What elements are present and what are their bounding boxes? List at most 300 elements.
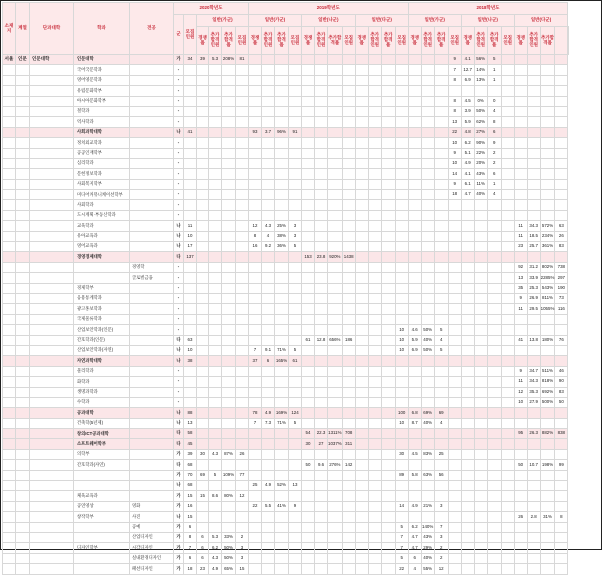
value-cell: [395, 127, 408, 137]
value-cell: 11%: [474, 179, 487, 189]
value-cell: [514, 418, 527, 428]
value-cell: [249, 564, 262, 574]
college-cell: [30, 491, 74, 501]
value-cell: [555, 449, 568, 459]
location-cell: [3, 335, 16, 345]
value-cell: 40%: [474, 190, 487, 200]
department-cell: [74, 564, 130, 574]
value-cell: [540, 408, 555, 418]
value-cell: [302, 169, 315, 179]
value-cell: 50%: [421, 345, 434, 355]
value-cell: [368, 325, 381, 335]
value-cell: [395, 273, 408, 283]
value-cell: 39: [197, 55, 209, 65]
value-cell: [434, 65, 448, 75]
value-cell: 8: [448, 96, 461, 106]
value-cell: [461, 252, 474, 262]
value-cell: [275, 106, 289, 116]
value-cell: 56: [434, 470, 448, 480]
value-cell: 3: [289, 231, 302, 241]
value-cell: 91: [289, 127, 302, 137]
value-cell: [395, 314, 408, 324]
value-cell: 3.9: [461, 106, 474, 116]
value-cell: [395, 231, 408, 241]
value-cell: [501, 117, 514, 127]
value-cell: [262, 429, 275, 439]
gun-cell: -: [174, 106, 184, 116]
table-row: [3, 273, 569, 283]
value-cell: [555, 532, 568, 542]
value-cell: 153: [302, 252, 315, 262]
gun-cell: 나: [174, 127, 184, 137]
value-cell: 208%: [222, 55, 236, 65]
value-cell: [381, 242, 395, 252]
value-cell: [289, 429, 302, 439]
value-cell: 1311%: [328, 429, 343, 439]
value-cell: [197, 231, 209, 241]
value-cell: 25%: [275, 221, 289, 231]
value-cell: [555, 564, 568, 574]
value-cell: [527, 408, 540, 418]
major-cell: [130, 179, 174, 189]
value-cell: [236, 481, 249, 491]
value-cell: 29.5: [527, 304, 540, 314]
value-cell: [275, 491, 289, 501]
header-ga-2019-pre: 일반(가군): [197, 15, 249, 27]
value-cell: [381, 314, 395, 324]
sub-header-ratio: 경쟁률: [197, 27, 209, 55]
value-cell: [395, 491, 408, 501]
value-cell: [381, 200, 395, 210]
value-cell: 35: [514, 283, 527, 293]
value-cell: [381, 564, 395, 574]
location-cell: [3, 273, 16, 283]
value-cell: [236, 158, 249, 168]
table-row: [3, 96, 569, 106]
value-cell: [395, 481, 408, 491]
value-cell: [487, 242, 501, 252]
value-cell: [184, 387, 197, 397]
value-cell: [448, 273, 461, 283]
value-cell: [275, 325, 289, 335]
table-row: [3, 210, 569, 220]
value-cell: [474, 377, 487, 387]
value-cell: 52%: [275, 481, 289, 491]
value-cell: [448, 262, 461, 272]
value-cell: [302, 273, 315, 283]
value-cell: [289, 169, 302, 179]
department-cell: 산업보안학과(인문): [74, 325, 130, 335]
value-cell: 25: [249, 481, 262, 491]
value-cell: [555, 356, 568, 366]
value-cell: [249, 75, 262, 85]
header-2018-na: 일반(나군): [461, 15, 514, 27]
value-cell: 5.9: [408, 335, 421, 345]
value-cell: 2285%: [540, 273, 555, 283]
value-cell: [408, 242, 421, 252]
value-cell: [355, 190, 368, 200]
value-cell: [328, 397, 343, 407]
value-cell: [184, 377, 197, 387]
value-cell: [262, 148, 275, 158]
value-cell: [302, 200, 315, 210]
value-cell: [540, 55, 555, 65]
department-cell: 창작학부: [74, 512, 130, 522]
value-cell: 50: [302, 460, 315, 470]
value-cell: [302, 242, 315, 252]
value-cell: [236, 377, 249, 387]
value-cell: [289, 75, 302, 85]
department-cell: [74, 481, 130, 491]
value-cell: [540, 564, 555, 574]
value-cell: [209, 304, 222, 314]
value-cell: [236, 138, 249, 148]
value-cell: [315, 190, 328, 200]
value-cell: [487, 304, 501, 314]
value-cell: 180%: [540, 335, 555, 345]
table-row: [3, 481, 569, 491]
college-cell: [30, 522, 74, 532]
table-row: [3, 543, 569, 553]
value-cell: [197, 439, 209, 449]
value-cell: [448, 553, 461, 563]
value-cell: [184, 397, 197, 407]
value-cell: [527, 96, 540, 106]
major-cell: [130, 86, 174, 96]
value-cell: [342, 377, 355, 387]
department-cell: 산업보안학과(자연): [74, 345, 130, 355]
value-cell: [342, 293, 355, 303]
value-cell: [381, 460, 395, 470]
college-cell: [30, 314, 74, 324]
gun-cell: 가: [174, 501, 184, 511]
value-cell: 10: [448, 158, 461, 168]
value-cell: [249, 377, 262, 387]
value-cell: [289, 179, 302, 189]
value-cell: [474, 86, 487, 96]
value-cell: 4.5: [461, 96, 474, 106]
value-cell: [342, 106, 355, 116]
table-row: [3, 356, 569, 366]
value-cell: [408, 491, 421, 501]
value-cell: 190: [555, 283, 568, 293]
value-cell: [555, 75, 568, 85]
value-cell: [474, 293, 487, 303]
value-cell: [368, 190, 381, 200]
value-cell: [275, 200, 289, 210]
value-cell: [302, 65, 315, 75]
value-cell: [302, 532, 315, 542]
value-cell: [421, 210, 434, 220]
value-cell: [527, 127, 540, 137]
value-cell: [209, 231, 222, 241]
value-cell: 63%: [421, 470, 434, 480]
value-cell: [355, 55, 368, 65]
value-cell: 7: [184, 543, 197, 553]
value-cell: [461, 356, 474, 366]
location-cell: [3, 117, 16, 127]
value-cell: [381, 439, 395, 449]
major-cell: [130, 252, 174, 262]
value-cell: 18: [448, 190, 461, 200]
value-cell: [236, 356, 249, 366]
location-cell: [3, 522, 16, 532]
value-cell: [275, 532, 289, 542]
value-cell: [421, 314, 434, 324]
table-row: [3, 325, 569, 335]
value-cell: [555, 481, 568, 491]
location-cell: [3, 470, 16, 480]
value-cell: [315, 481, 328, 491]
sub-header-extra_rate: 추가합격률: [275, 27, 289, 55]
value-cell: [209, 273, 222, 283]
value-cell: [249, 522, 262, 532]
value-cell: 4: [434, 335, 448, 345]
value-cell: [434, 221, 448, 231]
value-cell: [514, 158, 527, 168]
value-cell: [342, 418, 355, 428]
value-cell: [434, 106, 448, 116]
value-cell: 80%: [222, 491, 236, 501]
value-cell: [395, 377, 408, 387]
value-cell: [249, 252, 262, 262]
gun-cell: 가: [174, 522, 184, 532]
track-cell: [16, 86, 30, 96]
value-cell: 1438: [342, 252, 355, 262]
value-cell: [395, 158, 408, 168]
table-row: [3, 169, 569, 179]
value-cell: [222, 127, 236, 137]
table-row: [3, 335, 569, 345]
value-cell: [236, 293, 249, 303]
value-cell: [448, 221, 461, 231]
value-cell: [381, 366, 395, 376]
value-cell: [408, 481, 421, 491]
value-cell: [434, 366, 448, 376]
value-cell: [328, 106, 343, 116]
value-cell: 69: [197, 470, 209, 480]
value-cell: [222, 221, 236, 231]
value-cell: 15: [236, 564, 249, 574]
location-cell: [3, 221, 16, 231]
value-cell: [315, 158, 328, 168]
value-cell: 0: [487, 96, 501, 106]
value-cell: [209, 512, 222, 522]
value-cell: [381, 55, 395, 65]
value-cell: 11: [184, 221, 197, 231]
value-cell: [289, 252, 302, 262]
value-cell: [184, 283, 197, 293]
value-cell: [368, 449, 381, 459]
department-cell: 체육교육과: [74, 491, 130, 501]
track-cell: [16, 65, 30, 75]
value-cell: [355, 314, 368, 324]
table-row: [3, 65, 569, 75]
value-cell: 61: [302, 335, 315, 345]
value-cell: [342, 169, 355, 179]
value-cell: [527, 106, 540, 116]
value-cell: [236, 439, 249, 449]
value-cell: [501, 242, 514, 252]
value-cell: [461, 543, 474, 553]
track-cell: [16, 210, 30, 220]
value-cell: [342, 190, 355, 200]
value-cell: [197, 138, 209, 148]
track-cell: [16, 262, 30, 272]
value-cell: [474, 231, 487, 241]
location-cell: [3, 231, 16, 241]
value-cell: [355, 377, 368, 387]
value-cell: [302, 397, 315, 407]
value-cell: [461, 460, 474, 470]
major-cell: 경영학: [130, 262, 174, 272]
value-cell: [328, 200, 343, 210]
header-2018-ga: 일반(가군): [408, 15, 461, 27]
value-cell: [222, 210, 236, 220]
header-major: 전공: [130, 3, 174, 55]
value-cell: 45: [184, 439, 197, 449]
value-cell: [487, 345, 501, 355]
value-cell: [501, 512, 514, 522]
college-cell: [30, 273, 74, 283]
location-cell: [3, 377, 16, 387]
value-cell: [540, 96, 555, 106]
value-cell: [328, 481, 343, 491]
value-cell: [209, 138, 222, 148]
track-cell: [16, 460, 30, 470]
value-cell: [184, 65, 197, 75]
value-cell: [540, 345, 555, 355]
value-cell: 11: [514, 221, 527, 231]
value-cell: [381, 231, 395, 241]
value-cell: [262, 314, 275, 324]
value-cell: [540, 252, 555, 262]
value-cell: [395, 283, 408, 293]
value-cell: [249, 470, 262, 480]
value-cell: 63: [555, 221, 568, 231]
value-cell: [342, 55, 355, 65]
value-cell: [197, 501, 209, 511]
value-cell: [381, 179, 395, 189]
value-cell: [487, 200, 501, 210]
value-cell: [434, 117, 448, 127]
value-cell: 41: [184, 127, 197, 137]
value-cell: [368, 532, 381, 542]
value-cell: 15: [197, 491, 209, 501]
value-cell: [408, 138, 421, 148]
major-cell: [130, 293, 174, 303]
value-cell: 543%: [540, 283, 555, 293]
value-cell: [381, 127, 395, 137]
value-cell: [395, 190, 408, 200]
value-cell: [197, 75, 209, 85]
value-cell: 21%: [421, 501, 434, 511]
value-cell: [527, 148, 540, 158]
table-row: [3, 117, 569, 127]
value-cell: [555, 179, 568, 189]
value-cell: [487, 564, 501, 574]
header-2019-na: 일반(나군): [302, 15, 356, 27]
value-cell: 9.2: [262, 242, 275, 252]
value-cell: [302, 210, 315, 220]
value-cell: [381, 190, 395, 200]
value-cell: [249, 210, 262, 220]
value-cell: [461, 242, 474, 252]
value-cell: [421, 439, 434, 449]
value-cell: [514, 314, 527, 324]
value-cell: [474, 242, 487, 252]
value-cell: [315, 522, 328, 532]
value-cell: [421, 262, 434, 272]
value-cell: [275, 252, 289, 262]
value-cell: 5.3: [209, 55, 222, 65]
value-cell: [184, 190, 197, 200]
college-cell: [30, 127, 74, 137]
value-cell: [222, 273, 236, 283]
value-cell: [395, 460, 408, 470]
value-cell: [289, 532, 302, 542]
value-cell: [461, 335, 474, 345]
value-cell: 11: [514, 304, 527, 314]
value-cell: [209, 439, 222, 449]
value-cell: [527, 564, 540, 574]
value-cell: [368, 148, 381, 158]
value-cell: 10: [395, 345, 408, 355]
value-cell: [184, 106, 197, 116]
gun-cell: -: [174, 262, 184, 272]
value-cell: [355, 75, 368, 85]
value-cell: [540, 190, 555, 200]
college-cell: [30, 231, 74, 241]
value-cell: 10: [184, 231, 197, 241]
department-cell: 공연영상: [74, 501, 130, 511]
value-cell: [474, 314, 487, 324]
value-cell: [540, 553, 555, 563]
value-cell: 5: [487, 55, 501, 65]
value-cell: [197, 273, 209, 283]
value-cell: [328, 418, 343, 428]
value-cell: [209, 117, 222, 127]
value-cell: [222, 460, 236, 470]
value-cell: [302, 127, 315, 137]
value-cell: [236, 501, 249, 511]
value-cell: [289, 55, 302, 65]
gun-cell: 가: [174, 532, 184, 542]
value-cell: 83: [555, 387, 568, 397]
value-cell: 10: [448, 138, 461, 148]
value-cell: [236, 96, 249, 106]
value-cell: 6: [408, 553, 421, 563]
value-cell: [209, 429, 222, 439]
value-cell: 818%: [540, 377, 555, 387]
value-cell: [342, 65, 355, 75]
value-cell: [395, 200, 408, 210]
value-cell: [209, 345, 222, 355]
value-cell: [302, 387, 315, 397]
value-cell: [302, 158, 315, 168]
table-row: [3, 449, 569, 459]
value-cell: [527, 75, 540, 85]
value-cell: [461, 397, 474, 407]
track-cell: [16, 439, 30, 449]
value-cell: [368, 543, 381, 553]
value-cell: [342, 408, 355, 418]
table-row: [3, 127, 569, 137]
value-cell: [448, 242, 461, 252]
value-cell: [540, 127, 555, 137]
gun-cell: -: [174, 65, 184, 75]
value-cell: [434, 377, 448, 387]
